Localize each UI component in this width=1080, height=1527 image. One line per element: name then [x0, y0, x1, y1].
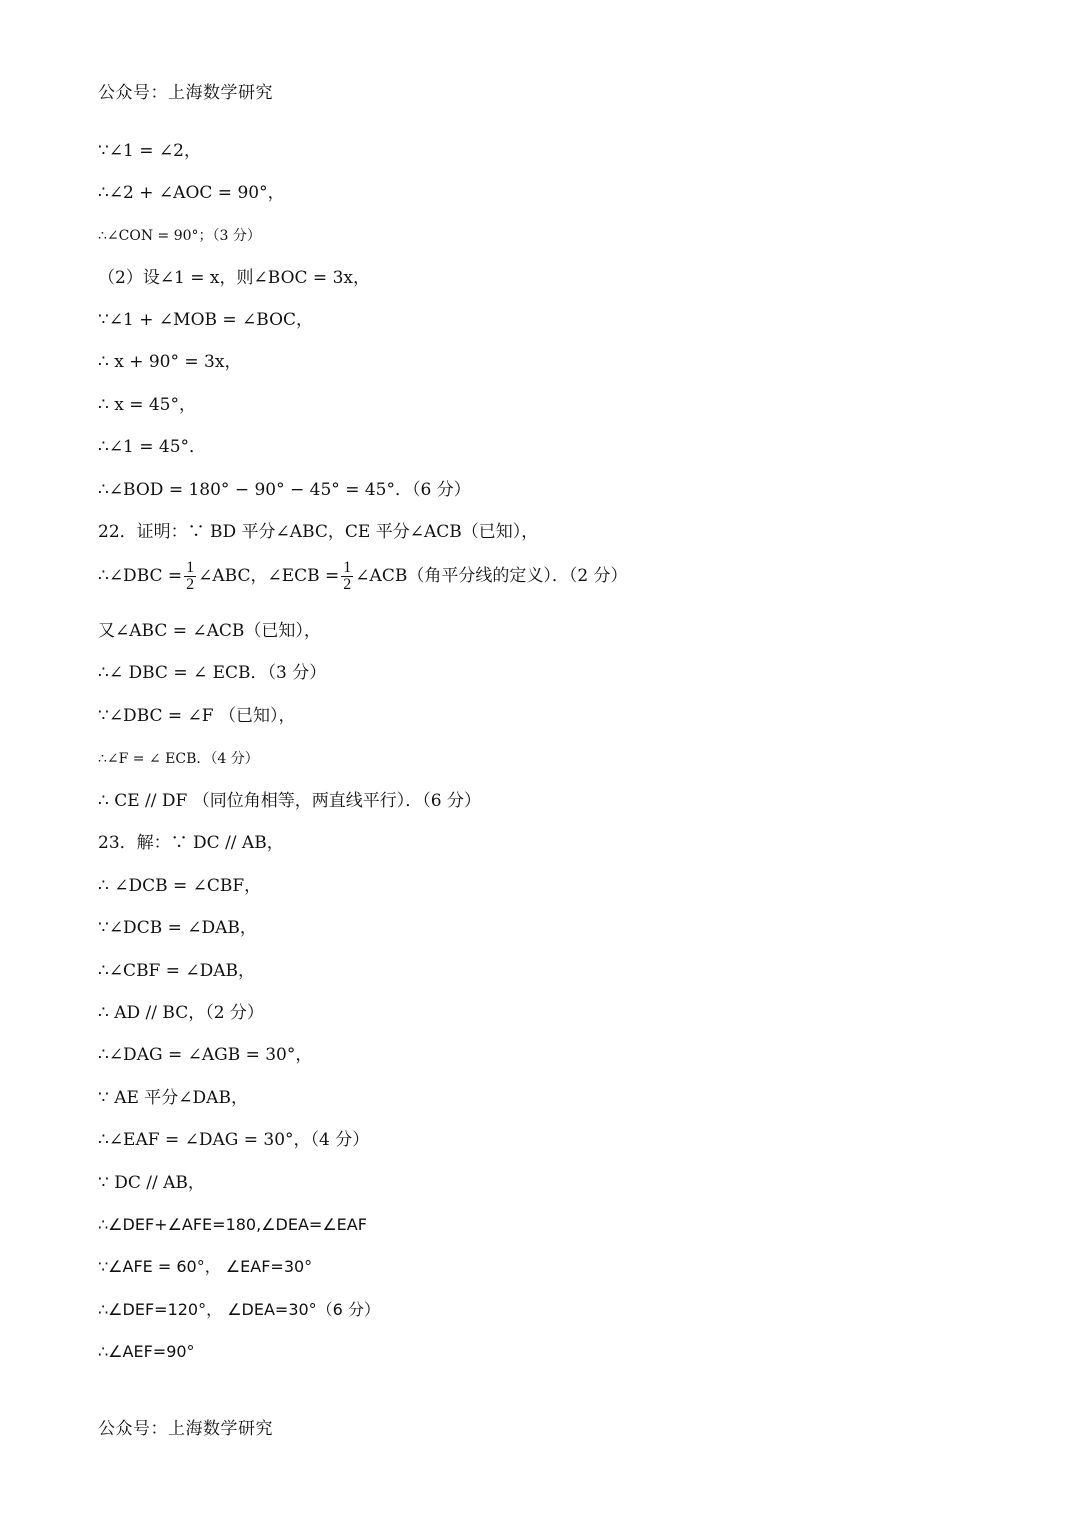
- proof-line-24: ∴∠EAF = ∠DAG = 30°，（4 分）: [98, 1130, 370, 1150]
- proof-line-21: ∴ AD // BC，（2 分）: [98, 1003, 264, 1023]
- proof-line-6: ∴ x + 90° = 3x，: [98, 352, 242, 372]
- proof-line-3: ∴∠CON = 90°；（3 分）: [98, 228, 261, 244]
- proof-line-12: 又∠ABC = ∠ACB（已知），: [98, 621, 321, 641]
- proof-line-5: ∵∠1 + ∠MOB = ∠BOC，: [98, 310, 314, 330]
- proof-line-18: ∴ ∠DCB = ∠CBF，: [98, 876, 262, 896]
- proof-line-8: ∴∠1 = 45°．: [98, 437, 207, 457]
- proof-line-14: ∵∠DBC = ∠F （已知），: [98, 706, 296, 726]
- fraction-half-2: [341, 560, 353, 593]
- proof-line-9: ∴∠BOD = 180° − 90° − 45° = 45°．（6 分）: [98, 480, 471, 500]
- fraction-1-numerator: 1: [186, 559, 195, 576]
- fraction-2-denominator: 2: [343, 576, 352, 593]
- proof-line-4: （2）设∠1 = x，则∠BOC = 3x，: [98, 268, 370, 288]
- proof-line-28: ∴∠DEF=120°， ∠DEA=30°（6 分）: [98, 1300, 380, 1319]
- page-header: 公众号：上海数学研究: [98, 83, 273, 103]
- proof-line-20: ∴∠CBF = ∠DAB，: [98, 961, 256, 981]
- fraction-line-part3: ∠ACB（角平分线的定义）．（2 分）: [355, 566, 628, 586]
- problem-22-heading: 22．证明：∵ BD 平分∠ABC，CE 平分∠ACB（已知），: [98, 522, 539, 542]
- proof-line-27: ∵∠AFE = 60°， ∠EAF=30°: [98, 1257, 313, 1276]
- fraction-line: [98, 560, 628, 593]
- proof-line-25: ∵ DC // AB，: [98, 1173, 205, 1193]
- proof-line-1: ∵∠1 = ∠2，: [98, 141, 201, 161]
- proof-line-22: ∴∠DAG = ∠AGB = 30°，: [98, 1045, 313, 1065]
- proof-line-26: ∴∠DEF+∠AFE=180,∠DEA=∠EAF: [98, 1215, 367, 1234]
- proof-line-23: ∵ AE 平分∠DAB，: [98, 1088, 248, 1108]
- proof-line-13: ∴∠ DBC = ∠ ECB．（3 分）: [98, 663, 327, 683]
- proof-line-29: ∴∠AEF=90°: [98, 1342, 195, 1361]
- fraction-1-denominator: 2: [186, 576, 195, 593]
- proof-line-7: ∴ x = 45°，: [98, 395, 196, 415]
- page-footer: 公众号：上海数学研究: [98, 1419, 273, 1439]
- proof-line-2: ∴∠2 + ∠AOC = 90°，: [98, 183, 285, 203]
- fraction-2-numerator: 1: [343, 559, 352, 576]
- fraction-line-part2: ∠ABC，∠ECB =: [198, 566, 340, 586]
- fraction-half-1: [184, 560, 196, 593]
- proof-line-15: ∴∠F = ∠ ECB．（4 分）: [98, 751, 259, 767]
- proof-line-16: ∴ CE // DF （同位角相等，两直线平行）．（6 分）: [98, 791, 481, 811]
- proof-line-19: ∵∠DCB = ∠DAB，: [98, 918, 257, 938]
- fraction-line-part1: ∴∠DBC =: [98, 566, 183, 586]
- problem-23-heading: 23．解：∵ DC // AB，: [98, 833, 284, 853]
